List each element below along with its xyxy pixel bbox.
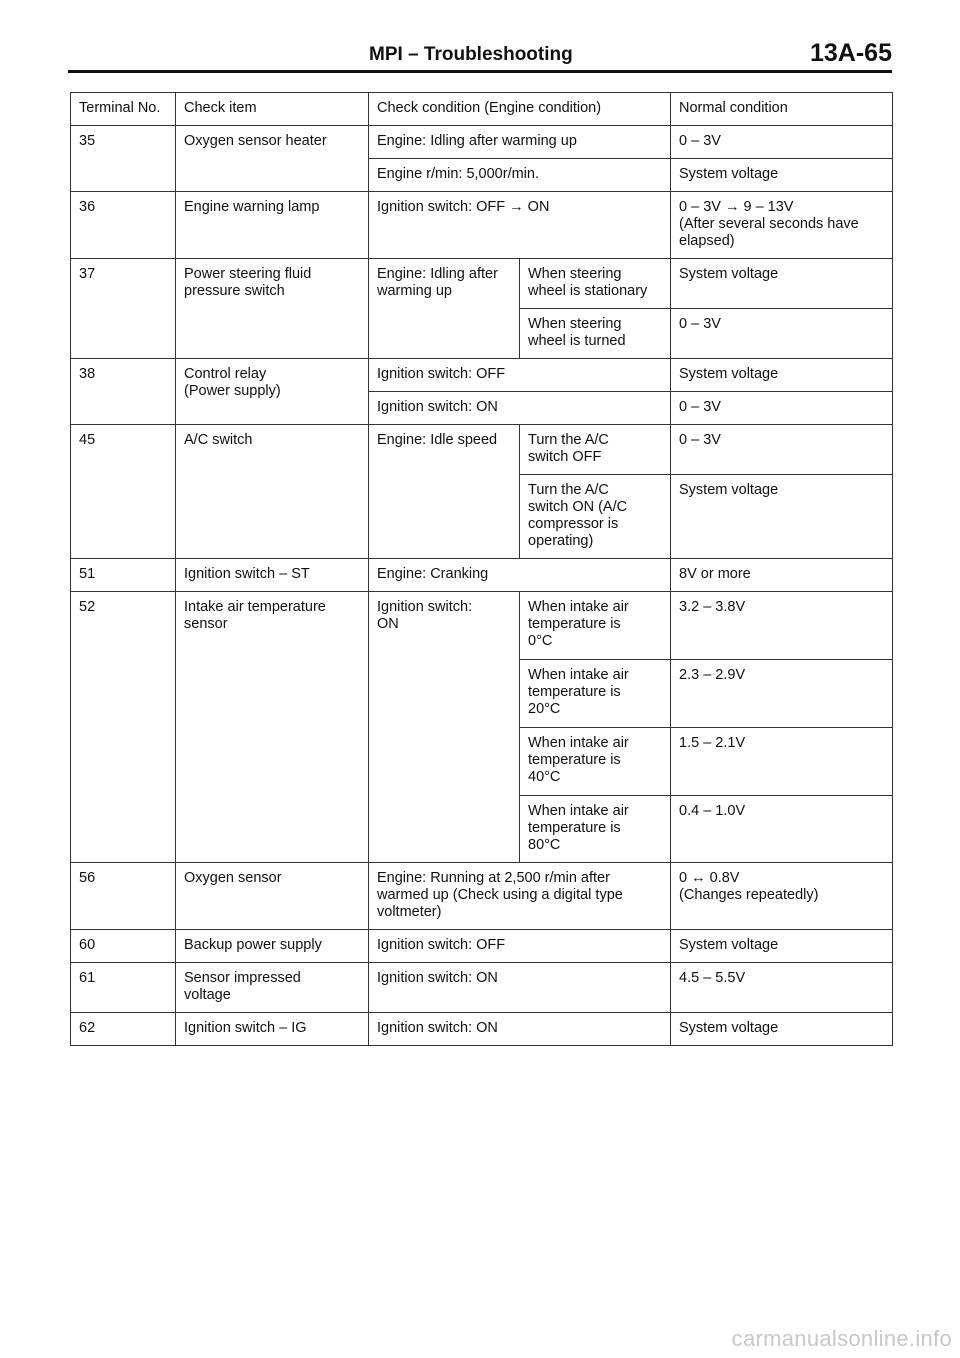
terminal-no: 60 — [71, 930, 176, 963]
table-row — [71, 930, 893, 963]
terminal-no: 61 — [71, 963, 176, 1013]
check-condition: Engine: Idling after warming up — [369, 259, 520, 359]
page-title: MPI – Troubleshooting — [369, 44, 573, 65]
normal-condition: 2.3 – 2.9V — [671, 660, 893, 728]
normal-condition: System voltage — [671, 259, 893, 309]
check-item: Oxygen sensor — [176, 863, 369, 930]
normal-condition: 0 – 3V — [671, 126, 893, 159]
terminal-no: 35 — [71, 126, 176, 192]
normal-condition: 8V or more — [671, 559, 893, 592]
check-condition: Engine: Idle speed — [369, 425, 520, 559]
normal-condition: 0 – 3V → 9 – 13V (After several seconds have elapsed) — [671, 192, 893, 259]
check-sub-condition: Turn the A/C switch OFF — [520, 425, 671, 475]
normal-condition: System voltage — [671, 359, 893, 392]
check-condition: Engine: Cranking — [369, 559, 671, 592]
header-divider — [68, 70, 892, 73]
header-check-condition: Check condition (Engine condition) — [369, 93, 671, 126]
check-condition: Ignition switch: ON — [369, 392, 671, 425]
table-row — [71, 863, 893, 930]
table-row — [71, 559, 893, 592]
check-item: Power steering fluid pressure switch — [176, 259, 369, 359]
check-condition: Ignition switch: OFF → ON — [369, 192, 671, 259]
normal-condition: System voltage — [671, 475, 893, 559]
check-item: Intake air temperature sensor — [176, 592, 369, 863]
table-row — [71, 259, 893, 309]
table-row — [71, 592, 893, 660]
table-row — [71, 425, 893, 475]
check-item: Ignition switch – ST — [176, 559, 369, 592]
check-sub-condition: Turn the A/C switch ON (A/C compressor is operating) — [520, 475, 671, 559]
terminal-no: 45 — [71, 425, 176, 559]
check-item: Backup power supply — [176, 930, 369, 963]
normal-condition: 3.2 – 3.8V — [671, 592, 893, 660]
check-condition: Ignition switch: ON — [369, 592, 520, 863]
check-sub-condition: When intake air temperature is 40°C — [520, 728, 671, 796]
check-sub-condition: When steering wheel is stationary — [520, 259, 671, 309]
terminal-no: 36 — [71, 192, 176, 259]
check-condition: Ignition switch: ON — [369, 963, 671, 1013]
terminal-no: 38 — [71, 359, 176, 425]
check-condition: Ignition switch: OFF — [369, 359, 671, 392]
check-sub-condition: When intake air temperature is 20°C — [520, 660, 671, 728]
normal-condition: 0 – 3V — [671, 392, 893, 425]
normal-condition: 1.5 – 2.1V — [671, 728, 893, 796]
check-item: Oxygen sensor heater — [176, 126, 369, 192]
normal-condition: System voltage — [671, 930, 893, 963]
table-row — [71, 1013, 893, 1046]
check-condition: Ignition switch: ON — [369, 1013, 671, 1046]
check-sub-condition: When intake air temperature is 0°C — [520, 592, 671, 660]
check-item: Sensor impressed voltage — [176, 963, 369, 1013]
table-row — [71, 359, 893, 392]
normal-condition: 0 ↔ 0.8V (Changes repeatedly) — [671, 863, 893, 930]
terminal-no: 51 — [71, 559, 176, 592]
normal-condition: 0 – 3V — [671, 425, 893, 475]
watermark: carmanualsonline.info — [731, 1326, 952, 1351]
check-condition: Engine: Running at 2,500 r/min after warmed up (Check using a digital type voltmeter) — [369, 863, 671, 930]
normal-condition: System voltage — [671, 1013, 893, 1046]
check-item: Control relay (Power supply) — [176, 359, 369, 425]
terminal-no: 52 — [71, 592, 176, 863]
normal-condition: System voltage — [671, 159, 893, 192]
check-item: A/C switch — [176, 425, 369, 559]
terminal-no: 56 — [71, 863, 176, 930]
terminal-no: 62 — [71, 1013, 176, 1046]
terminal-no: 37 — [71, 259, 176, 359]
terminal-check-table — [70, 92, 893, 1046]
table-header-row — [71, 93, 893, 126]
check-condition: Ignition switch: OFF — [369, 930, 671, 963]
check-item: Ignition switch – IG — [176, 1013, 369, 1046]
check-sub-condition: When steering wheel is turned — [520, 309, 671, 359]
page-number: 13A-65 — [810, 39, 892, 67]
check-condition: Engine: Idling after warming up — [369, 126, 671, 159]
header-check-item: Check item — [176, 93, 369, 126]
header-normal-condition: Normal condition — [671, 93, 893, 126]
check-item: Engine warning lamp — [176, 192, 369, 259]
check-condition: Engine r/min: 5,000r/min. — [369, 159, 671, 192]
normal-condition: 0.4 – 1.0V — [671, 796, 893, 863]
table-row — [71, 126, 893, 159]
normal-condition: 4.5 – 5.5V — [671, 963, 893, 1013]
table-row — [71, 963, 893, 1013]
check-sub-condition: When intake air temperature is 80°C — [520, 796, 671, 863]
table-row — [71, 192, 893, 259]
normal-condition: 0 – 3V — [671, 309, 893, 359]
header-terminal-no: Terminal No. — [71, 93, 176, 126]
